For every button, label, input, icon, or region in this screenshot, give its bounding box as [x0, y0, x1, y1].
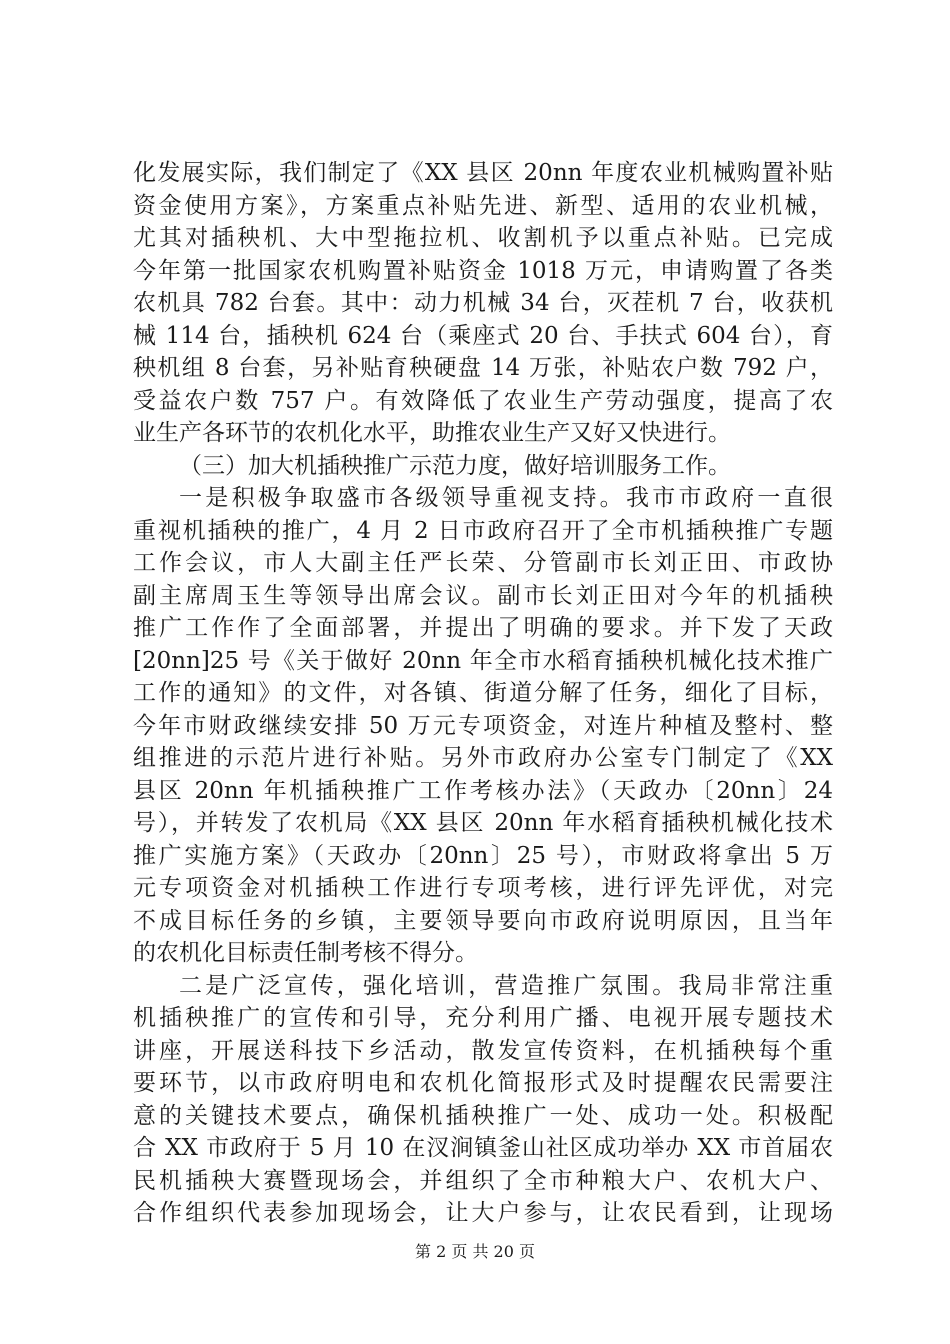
text-line: 意的关键技术要点，确保机插秧推广一处、成功一处。积极配 — [133, 1102, 833, 1129]
text-line: 重视机插秧的推广，4 月 2 日市政府召开了全市机插秧推广专题 — [133, 517, 833, 544]
text-line: 推广工作作了全面部署，并提出了明确的要求。并下发了天政 — [133, 615, 833, 641]
text-line: 业生产各环节的农机化水平，助推农业生产又好又快进行。 — [133, 420, 731, 446]
text-line: 推广实施方案》（天政办〔20nn〕25 号），市财政将拿出 5 万 — [133, 842, 833, 869]
text-line: 要环节，以市政府明电和农机化简报形式及时提醒农民需要注 — [133, 1070, 833, 1096]
text-line: 械 114 台，插秧机 624 台（乘座式 20 台、手扶式 604 台），育 — [133, 322, 833, 349]
text-line: 的农机化目标责任制考核不得分。 — [133, 940, 478, 966]
text-line: 合作组织代表参加现场会，让大户参与，让农民看到，让现场 — [133, 1200, 833, 1226]
text-line: 讲座，开展送科技下乡活动，散发宣传资料，在机插秧每个重 — [133, 1037, 833, 1064]
text-line: 二是广泛宣传，强化培训，营造推广氛围。我局非常注重 — [179, 972, 833, 999]
text-line: 民机插秧大赛暨现场会，并组织了全市种粮大户、农机大户、 — [133, 1167, 833, 1194]
text-line: 组推进的示范片进行补贴。另外市政府办公室专门制定了《XX — [133, 745, 833, 771]
text-line: 号），并转发了农机局《XX 县区 20nn 年水稻育插秧机械化技术 — [133, 810, 833, 836]
text-line: 化发展实际，我们制定了《XX 县区 20nn 年度农业机械购置补贴 — [133, 160, 833, 186]
text-line: [20nn]25 号《关于做好 20nn 年全市水稻育插秧机械化技术推广 — [133, 647, 833, 674]
text-line: 不成目标任务的乡镇，主要领导要向市政府说明原因，且当年 — [133, 907, 833, 934]
text-line: 工作的通知》的文件，对各镇、街道分解了任务，细化了目标， — [133, 680, 833, 706]
page-footer: 第 2 页 共 20 页 — [415, 1242, 535, 1261]
text-line: 合 XX 市政府于 5 月 10 在汊涧镇釜山社区成功举办 XX 市首届农 — [133, 1135, 833, 1161]
text-line: 机插秧推广的宣传和引导，充分利用广播、电视开展专题技术 — [133, 1005, 833, 1031]
text-line: 一是积极争取盛市各级领导重视支持。我市市政府一直很 — [179, 485, 833, 511]
text-line: 元专项资金对机插秧工作进行专项考核，进行评先评优，对完 — [133, 875, 833, 901]
text-line: 县区 20nn 年机插秧推广工作考核办法》（天政办〔20nn〕24 — [133, 777, 833, 804]
document-body — [133, 157, 833, 1230]
text-line: 资金使用方案》，方案重点补贴先进、新型、适用的农业机械， — [133, 192, 833, 219]
text-line: 今年市财政继续安排 50 万元专项资金，对连片种植及整村、整 — [133, 712, 833, 739]
text-line: 工作会议，市人大副主任严长荣、分管副市长刘正田、市政协 — [133, 550, 833, 576]
text-line: 副主席周玉生等领导出席会议。副市长刘正田对今年的机插秧 — [133, 582, 833, 609]
text-line: 今年第一批国家农机购置补贴资金 1018 万元，申请购置了各类 — [133, 257, 833, 284]
text-line: 秧机组 8 台套，另补贴育秧硬盘 14 万张，补贴农户数 792 户， — [133, 355, 833, 381]
text-line: 尤其对插秧机、大中型拖拉机、收割机予以重点补贴。已完成 — [133, 225, 833, 251]
text-line: 农机具 782 台套。其中：动力机械 34 台，灭茬机 7 台，收获机 — [133, 290, 833, 316]
text-line: 受益农户数 757 户。有效降低了农业生产劳动强度，提高了农 — [133, 387, 833, 414]
text-line: （三）加大机插秧推广示范力度，做好培训服务工作。 — [179, 452, 731, 479]
